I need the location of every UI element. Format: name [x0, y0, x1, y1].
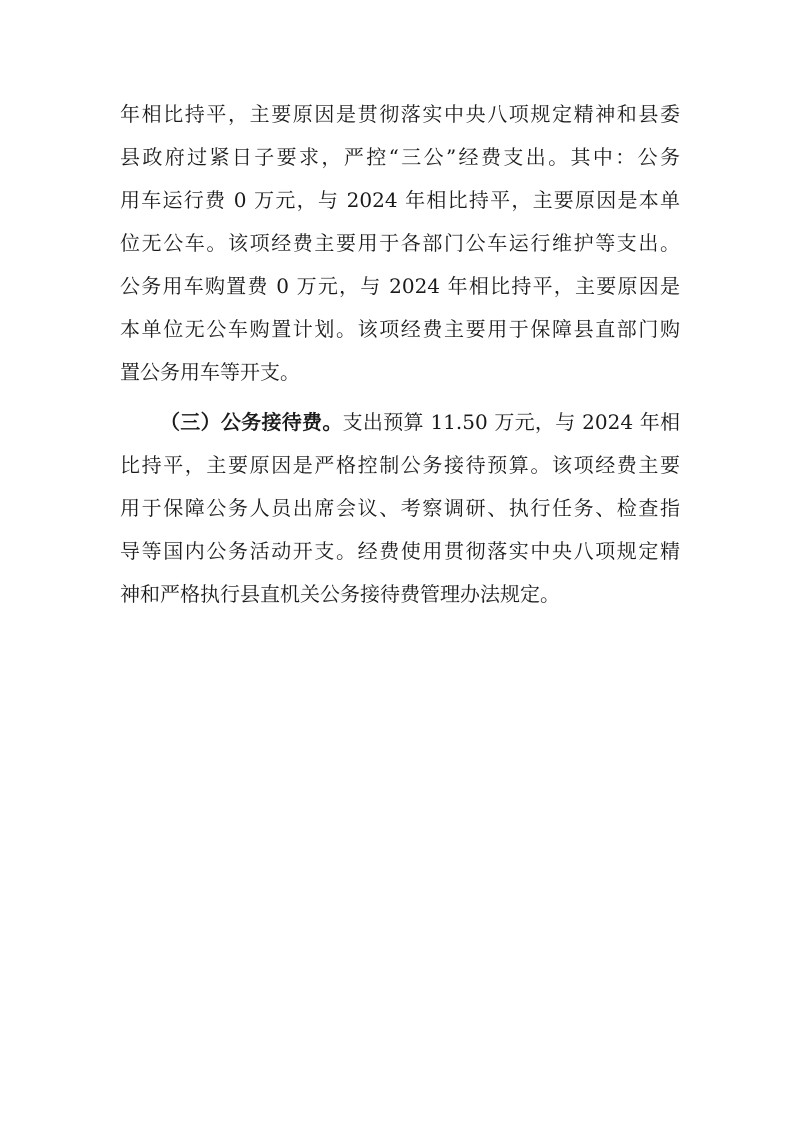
- paragraph-1-line-5: 公务用车购置费 0 万元，与 2024 年相比持平，主要原因是: [120, 274, 680, 298]
- paragraph-2-line-3: 用于保障公务人员出席会议、考察调研、执行任务、检查指: [120, 496, 680, 520]
- paragraph-1-line-7: 置公务用车等开支。: [120, 360, 300, 384]
- paragraph-2-line-4: 导等国内公务活动开支。经费使用贯彻落实中央八项规定精: [120, 539, 680, 563]
- paragraph-2-line-2: 比持平，主要原因是严格控制公务接待预算。该项经费主要: [120, 453, 680, 477]
- paragraph-2-line-5: 神和严格执行县直机关公务接待费管理办法规定。: [120, 582, 560, 606]
- paragraph-1-line-3: 用车运行费 0 万元，与 2024 年相比持平，主要原因是本单: [120, 188, 680, 212]
- paragraph-1-line-2: 县政府过紧日子要求，严控“三公”经费支出。其中：公务: [120, 145, 680, 169]
- paragraph-1-line-6: 本单位无公车购置计划。该项经费主要用于保障县直部门购: [120, 317, 680, 341]
- paragraph-1-line-1: 年相比持平，主要原因是贯彻落实中央八项规定精神和县委: [120, 102, 680, 126]
- paragraph-2-line-1: [160, 405, 680, 439]
- section-heading-official-reception: （三）公务接待费。: [160, 410, 343, 434]
- paragraph-1-line-4: 位无公车。该项经费主要用于各部门公车运行维护等支出。: [120, 231, 680, 255]
- paragraph-2-line-1-text: 支出预算 11.50 万元，与 2024 年相: [342, 410, 680, 434]
